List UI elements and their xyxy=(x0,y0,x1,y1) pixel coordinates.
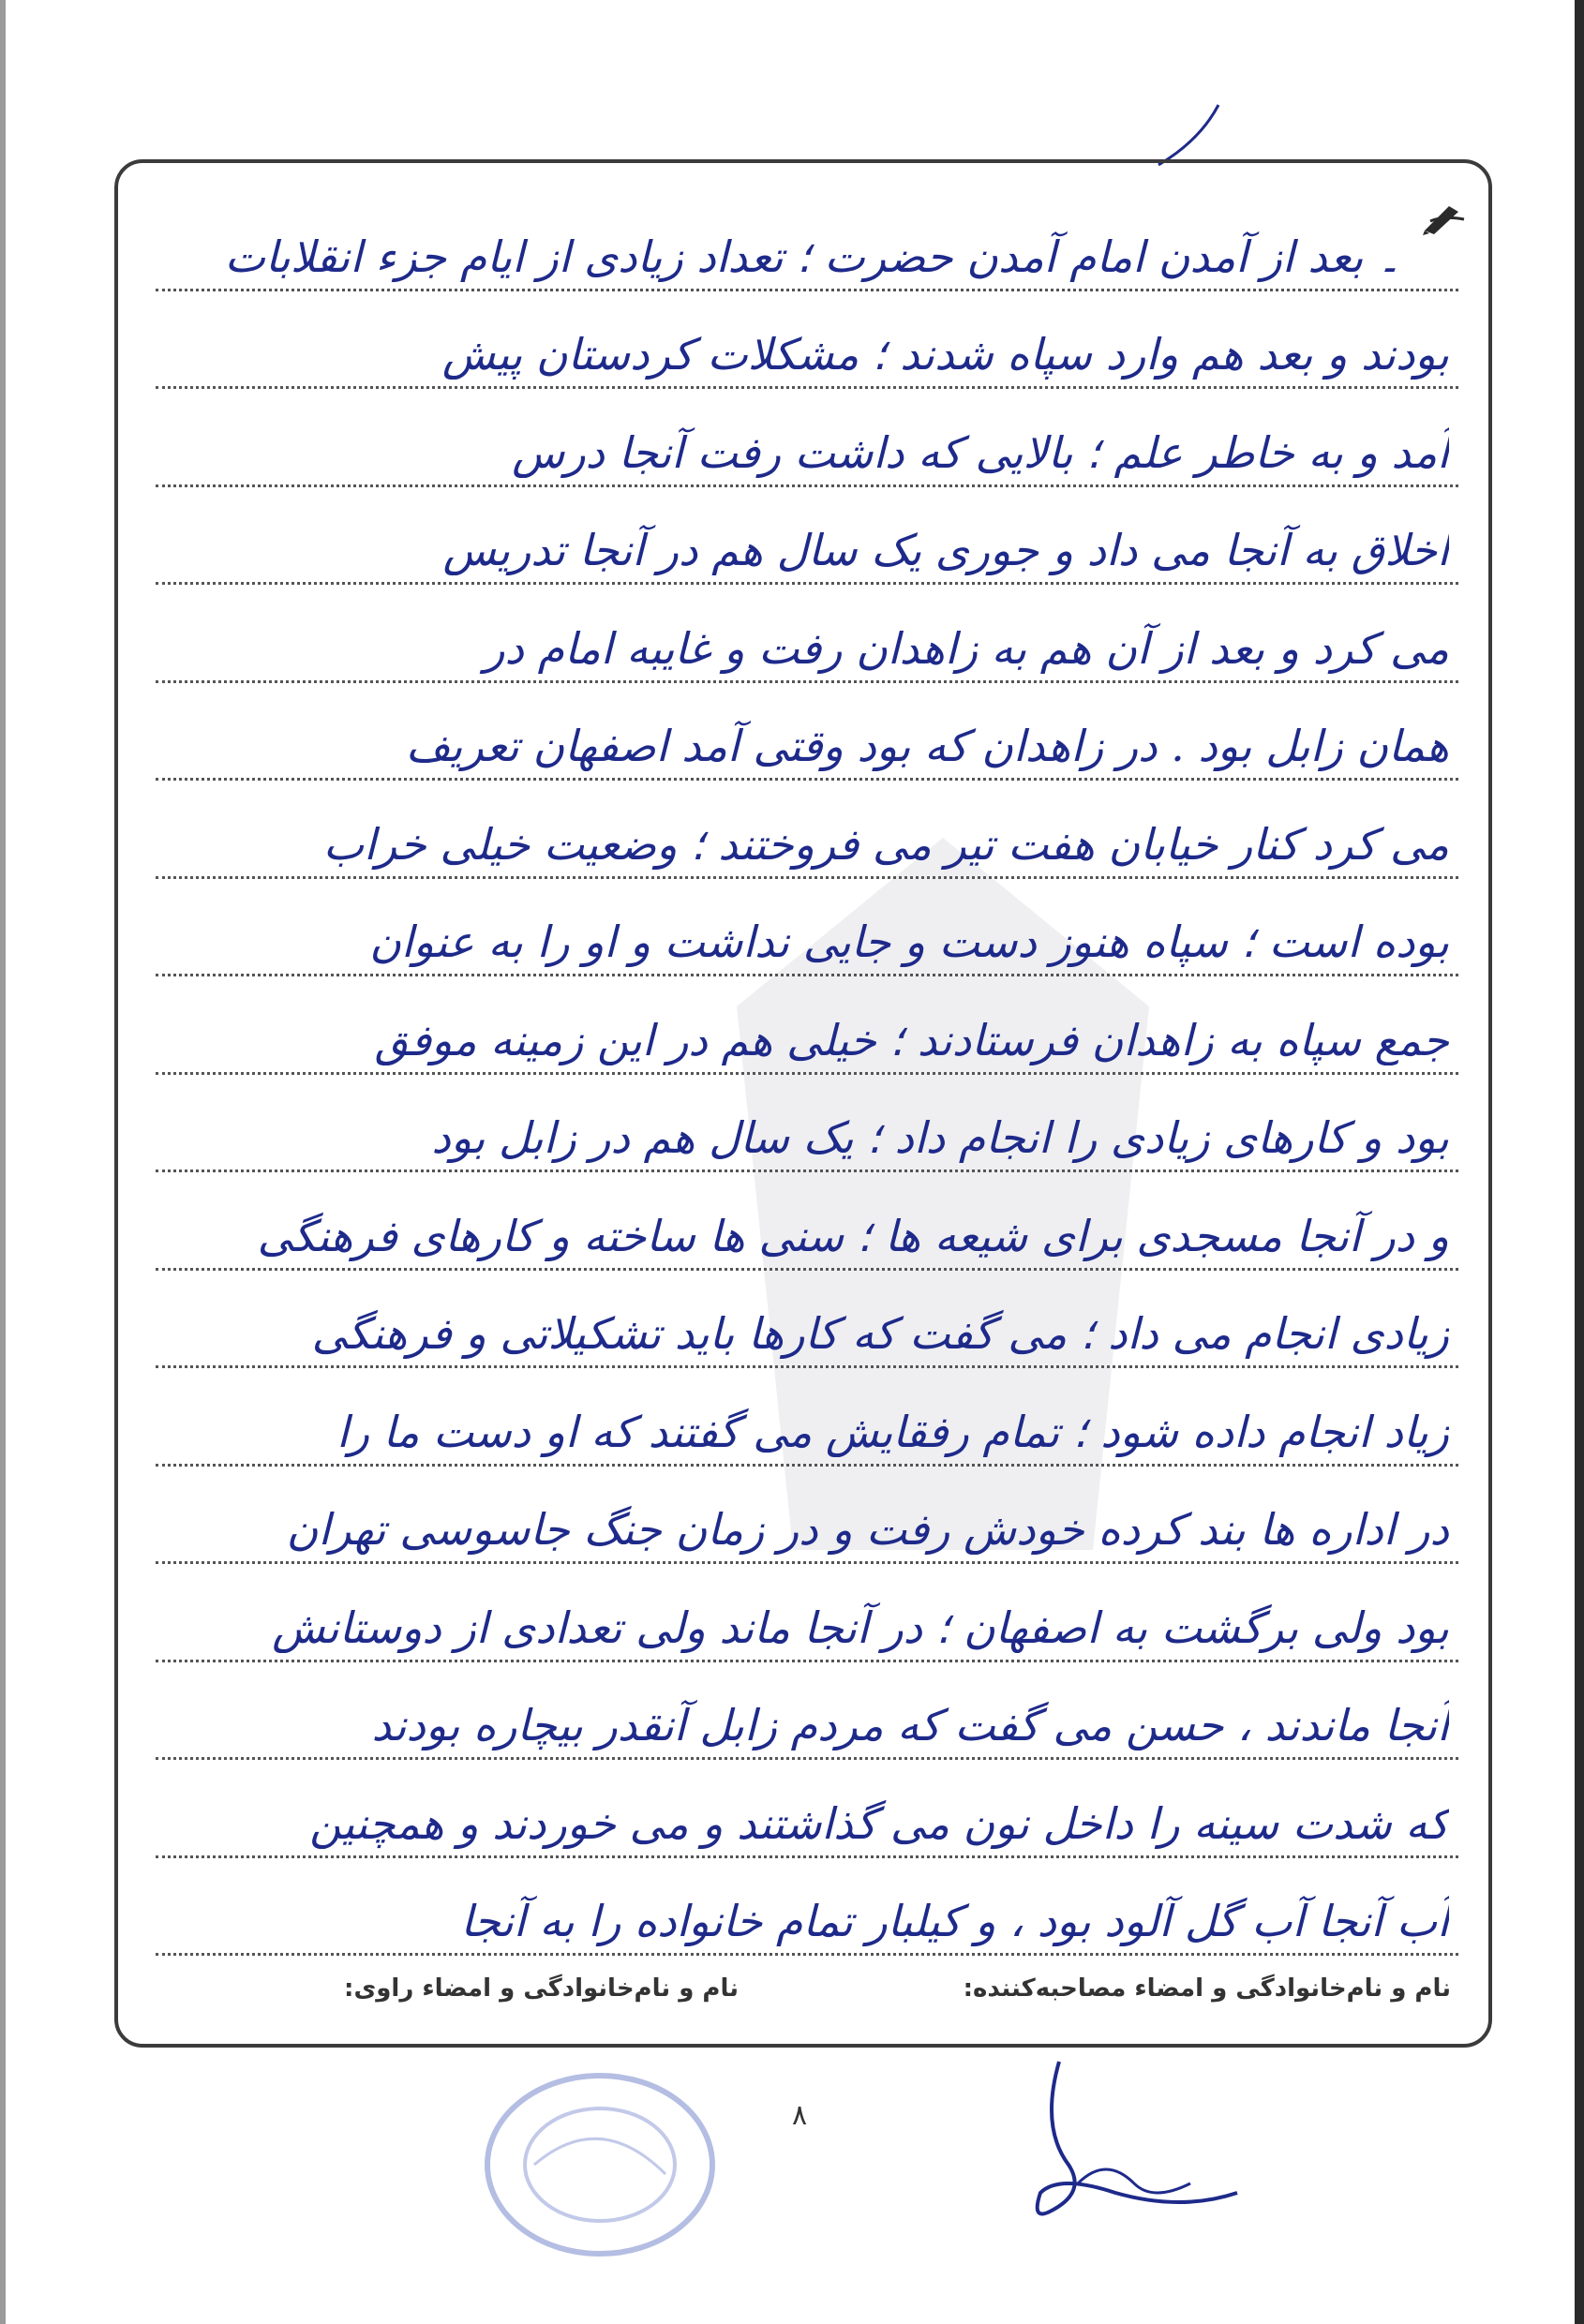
line-text: ۔ بعد از آمدن امام آمدن حضرت ؛ تعداد زیادی از ایام جزء انقلابات xyxy=(224,231,1402,282)
dotted-rule xyxy=(156,1072,1458,1075)
dotted-rule xyxy=(156,778,1458,781)
line-18 xyxy=(156,1866,1458,1964)
line-14 xyxy=(156,1474,1458,1572)
line-1 xyxy=(156,201,1458,299)
line-13 xyxy=(156,1376,1458,1474)
dotted-rule xyxy=(156,876,1458,879)
line-text: زیاد انجام داده شود ؛ تمام رفقایش می گفتند که او دست ما را xyxy=(336,1406,1449,1457)
line-text: می کرد کنار خیابان هفت تیر می فروختند ؛ وضعیت خیلی خراب xyxy=(322,818,1449,870)
page-number: ۸ xyxy=(792,2099,808,2132)
line-text: آمد و به خاطر علم ؛ بالایی که داشت رفت آنجا درس xyxy=(512,426,1449,478)
line-6 xyxy=(156,691,1458,789)
line-text: جمع سپاه به زاهدان فرستادند ؛ خیلی هم در این زمینه موفق xyxy=(374,1014,1449,1065)
line-text: آنجا ماندند ، حسن می گفت که مردم زابل آنقدر بیچاره بودند xyxy=(371,1700,1449,1750)
dotted-rule xyxy=(156,1757,1458,1760)
dotted-rule xyxy=(156,289,1458,291)
dotted-rule xyxy=(156,1268,1458,1271)
dotted-rule xyxy=(156,680,1458,683)
line-text: اخلاق به آنجا می داد و جوری یک سال هم در آنجا تدریس xyxy=(442,525,1449,575)
line-12 xyxy=(156,1278,1458,1377)
line-text: بوده است ؛ سپاه هنوز دست و جایی نداشت و او را به عنوان xyxy=(369,916,1449,967)
line-7 xyxy=(156,788,1458,886)
page-left-edge xyxy=(0,0,6,2324)
line-text: و در آنجا مسجدی برای شیعه ها ؛ سنی ها ساخته و کارهای فرهنگی xyxy=(257,1210,1449,1261)
line-5 xyxy=(156,592,1458,691)
line-text: زیادی انجام می داد ؛ می گفت که کارها باید تشکیلاتی و فرهنگی xyxy=(311,1308,1449,1359)
line-text: همان زابل بود . در زاهدان که بود وقتی آمد اصفهان تعریف xyxy=(406,721,1449,771)
dotted-rule xyxy=(156,1365,1458,1368)
handwritten-signature xyxy=(1003,2052,1265,2230)
line-10 xyxy=(156,1082,1458,1181)
line-text: آب آنجا آب گل آلود بود ، و کیلبار تمام خانواده را به آنجا xyxy=(460,1896,1449,1946)
line-text: بودند و بعد هم وارد سپاه شدند ؛ مشکلات کردستان پیش xyxy=(441,329,1449,380)
handwritten-lines xyxy=(156,201,1458,1962)
dotted-rule xyxy=(156,1169,1458,1172)
dotted-rule xyxy=(156,974,1458,976)
line-15 xyxy=(156,1572,1458,1670)
line-text: می کرد و بعد از آن هم به زاهدان رفت و غایبه امام در xyxy=(484,622,1449,674)
form-frame xyxy=(114,159,1492,2048)
line-text: بود ولی برگشت به اصفهان ؛ در آنجا ماند ولی تعدادی از دوستانش xyxy=(272,1601,1449,1653)
line-8 xyxy=(156,886,1458,985)
line-11 xyxy=(156,1180,1458,1278)
dotted-rule xyxy=(156,1660,1458,1662)
dotted-rule xyxy=(156,582,1458,585)
pen-icon xyxy=(1421,199,1468,236)
signature-footer xyxy=(156,1974,1451,2016)
dotted-rule xyxy=(156,1464,1458,1467)
line-text: که شدت سینه را داخل نون می گذاشتند و می خوردند و همچنین xyxy=(309,1797,1449,1849)
dotted-rule xyxy=(156,1953,1458,1956)
line-text: بود و کارهای زیادی را انجام داد ؛ یک سال هم در زابل بود xyxy=(431,1112,1449,1163)
line-17 xyxy=(156,1767,1458,1866)
line-9 xyxy=(156,984,1458,1082)
line-16 xyxy=(156,1670,1458,1768)
ink-stamp xyxy=(450,2052,750,2277)
narrator-signature-label: نام و نام‌خانوادگی و امضاء راوی: xyxy=(344,1974,739,2003)
page-right-edge xyxy=(1575,0,1584,2324)
dotted-rule xyxy=(156,1561,1458,1564)
line-3 xyxy=(156,396,1458,495)
line-4 xyxy=(156,495,1458,593)
line-text: در اداره ها بند کرده خودش رفت و در زمان جنگ جاسوسی تهران xyxy=(286,1504,1449,1555)
interviewer-signature-label: نام و نام‌خانوادگی و امضاء مصاحبه‌کننده: xyxy=(963,1974,1451,2003)
dotted-rule xyxy=(156,1855,1458,1858)
line-2 xyxy=(156,299,1458,397)
dotted-rule xyxy=(156,386,1458,389)
dotted-rule xyxy=(156,484,1458,487)
